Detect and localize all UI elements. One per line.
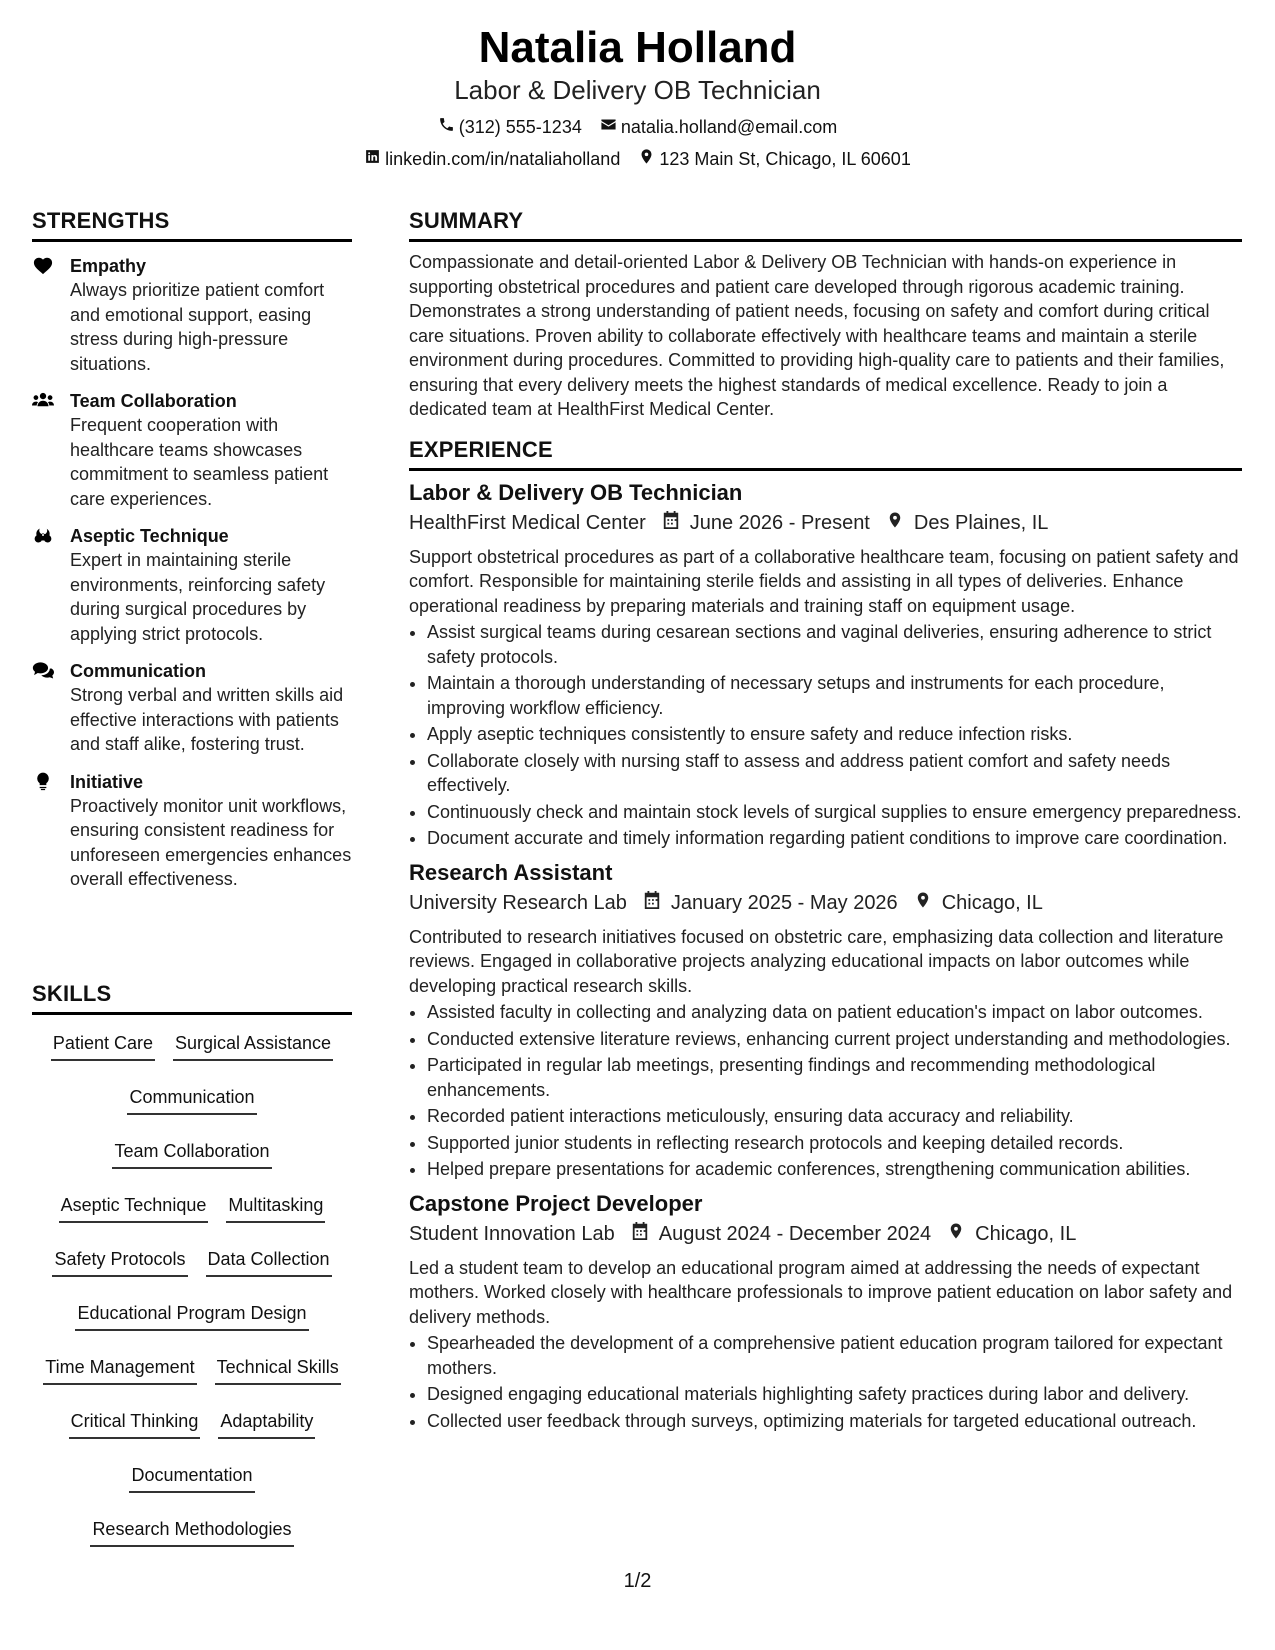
strengths-heading: STRENGTHS <box>32 207 352 242</box>
lightbulb-icon <box>32 771 56 791</box>
job-dates <box>631 1221 931 1248</box>
contact-row-1 <box>0 116 1275 138</box>
linkedin-icon <box>364 148 381 170</box>
strength-desc: Strong verbal and written skills aid effective interactions with patients and staff alike, fostering trust. <box>70 685 344 754</box>
candidate-name: Natalia Holland <box>478 23 797 72</box>
skill-tag: Time Management <box>43 1355 196 1385</box>
strength-desc: Frequent cooperation with healthcare teams showcases commitment to seamless patient care experiences. <box>70 415 329 509</box>
strength-desc: Always prioritize patient comfort and emotional support, easing stress during high-pressure situations. <box>70 280 325 374</box>
resume-header <box>0 22 1275 170</box>
skills-heading: SKILLS <box>32 980 352 1015</box>
job-location <box>947 1221 1076 1248</box>
calendar-icon <box>631 1221 649 1248</box>
job-entry <box>409 859 1242 1182</box>
calendar-icon <box>643 890 661 917</box>
phone-icon <box>438 116 455 138</box>
bullet-item: • Collaborate closely with nursing staff to assess and address patient comfort and safety needs effectively. <box>427 749 1242 798</box>
email-text[interactable]: natalia.holland@email.com <box>620 117 838 137</box>
calendar-icon <box>662 510 680 537</box>
location-text: Chicago, IL <box>941 892 1043 914</box>
job-bullets <box>409 620 1242 851</box>
bullet-item: • Collected user feedback through surveys, optimizing materials for targeted educational outreach. <box>427 1409 1242 1434</box>
address-contact <box>638 148 911 170</box>
strength-item <box>32 254 352 376</box>
experience-heading: EXPERIENCE <box>409 436 1242 471</box>
job-description: Led a student team to develop an educational program aimed at addressing the needs of expectant mothers. Worked closely with healthcare professionals to improve patient education on labor safety and delivery methods. <box>409 1257 1233 1327</box>
strengths-list <box>32 254 352 892</box>
bullet-item: • Assist surgical teams during cesarean sections and vaginal deliveries, ensuring adherence to strict safety protocols. <box>427 620 1242 669</box>
skill-tag: Adaptability <box>218 1409 315 1439</box>
job-bullets <box>409 1331 1242 1433</box>
job-location <box>886 510 1049 537</box>
strength-item <box>32 770 352 892</box>
job-bullets <box>409 1000 1242 1182</box>
biohazard-icon <box>32 525 56 545</box>
skill-tag: Documentation <box>129 1463 254 1493</box>
job-location <box>914 890 1043 917</box>
linkedin-text[interactable]: linkedin.com/in/nataliaholland <box>385 149 621 169</box>
address-text: 123 Main St, Chicago, IL 60601 <box>659 149 911 169</box>
skill-tag: Educational Program Design <box>75 1301 308 1331</box>
strength-title: Team Collaboration <box>70 391 237 411</box>
skill-tag: Multitasking <box>226 1193 325 1223</box>
bullet-item: • Maintain a thorough understanding of necessary setups and instruments for each procedure, improving workflow efficiency. <box>427 671 1242 720</box>
strength-desc: Expert in maintaining sterile environments, reinforcing safety during surgical procedures by applying strict protocols. <box>70 550 326 644</box>
bullet-item: • Assisted faculty in collecting and analyzing data on patient education's impact on labor outcomes. <box>427 1000 1242 1025</box>
strength-item <box>32 659 352 757</box>
dates-text: June 2026 - Present <box>689 512 870 534</box>
skill-tag: Research Methodologies <box>90 1517 293 1547</box>
linkedin-contact[interactable] <box>364 148 620 170</box>
users-icon <box>32 390 56 410</box>
strength-item <box>32 524 352 646</box>
contact-row-2 <box>0 148 1275 170</box>
job-company <box>409 510 646 536</box>
job-meta <box>409 890 1242 917</box>
skill-tag: Aseptic Technique <box>59 1193 209 1223</box>
phone-text: (312) 555-1234 <box>458 117 582 137</box>
skill-tag: Surgical Assistance <box>173 1031 333 1061</box>
location-text: Chicago, IL <box>975 1223 1077 1245</box>
bullet-item: • Supported junior students in reflecting research protocols and keeping detailed records. <box>427 1131 1242 1156</box>
job-title: Capstone Project Developer <box>409 1190 703 1216</box>
strength-title: Aseptic Technique <box>70 526 229 546</box>
phone-contact <box>438 116 582 138</box>
bullet-item: • Helped prepare presentations for academic conferences, strengthening communication abilities. <box>427 1157 1242 1182</box>
comments-icon <box>32 660 56 680</box>
job-description: Contributed to research initiatives focused on obstetric care, emphasizing data collection and literature reviews. Engaged in collaborative projects analyzing educational impacts on labor outcomes while developing practical research skills. <box>409 926 1224 996</box>
envelope-icon <box>600 116 617 138</box>
job-title: Labor & Delivery OB Technician <box>409 479 743 505</box>
bullet-item: • Conducted extensive literature reviews, enhancing current project understanding and methodologies. <box>427 1027 1242 1052</box>
company-name: HealthFirst Medical Center <box>409 512 646 534</box>
skill-tag: Critical Thinking <box>69 1409 201 1439</box>
summary-heading: SUMMARY <box>409 207 1242 242</box>
dates-text: January 2025 - May 2026 <box>670 892 898 914</box>
strength-desc: Proactively monitor unit workflows, ensuring consistent readiness for unforeseen emergencies enhances overall effectiveness. <box>70 795 352 889</box>
job-dates <box>662 510 870 537</box>
skill-tag: Safety Protocols <box>52 1247 187 1277</box>
map-pin-icon <box>914 890 932 917</box>
email-contact[interactable] <box>600 116 837 138</box>
skill-tag: Communication <box>127 1085 256 1115</box>
bullet-item: • Spearheaded the development of a comprehensive patient education program tailored for expectant mothers. <box>427 1331 1242 1380</box>
skill-tag: Data Collection <box>206 1247 332 1277</box>
map-pin-icon <box>886 510 904 537</box>
strength-title: Initiative <box>70 771 144 792</box>
skills-section <box>32 980 352 1547</box>
bullet-item: • Designed engaging educational materials highlighting safety practices during labor and delivery. <box>427 1382 1242 1407</box>
left-column <box>32 207 352 905</box>
bullet-item: • Document accurate and timely information regarding patient conditions to improve care coordination. <box>427 826 1242 851</box>
strength-title: Empathy <box>70 256 147 276</box>
bullet-item: • Continuously check and maintain stock levels of surgical supplies to ensure emergency preparedness. <box>427 800 1242 825</box>
bullet-item: • Recorded patient interactions meticulously, ensuring data accuracy and reliability. <box>427 1104 1242 1129</box>
bullet-item: • Participated in regular lab meetings, presenting findings and recommending methodological enhancements. <box>427 1053 1242 1102</box>
job-dates <box>643 890 898 917</box>
skill-tag: Team Collaboration <box>112 1139 271 1169</box>
skill-tag: Patient Care <box>51 1031 155 1061</box>
job-company <box>409 890 627 916</box>
right-column <box>409 207 1242 1435</box>
company-name: University Research Lab <box>409 892 627 914</box>
job-meta <box>409 510 1242 537</box>
company-name: Student Innovation Lab <box>409 1223 615 1245</box>
strength-title: Communication <box>70 661 207 681</box>
skill-tag: Technical Skills <box>215 1355 341 1385</box>
job-entry <box>409 479 1242 851</box>
summary-text: Compassionate and detail-oriented Labor & Delivery OB Technician with hands-on experience in supporting obstetrical procedures and patient care developed through rigorous academic training. Demonstrates a strong understanding of patient needs, focusing on safety and comfort during critical care situations. Proven ability to collaborate effectively with healthcare teams and maintain a sterile environment during procedures. Committed to providing high-quality care to patients and their families, ensuring that every delivery meets the highest standards of medical excellence. Ready to join a dedicated team at HealthFirst Medical Center. <box>409 252 1225 419</box>
job-title: Research Assistant <box>409 859 613 885</box>
map-pin-icon <box>638 148 655 170</box>
skills-list <box>32 1031 352 1547</box>
strength-item <box>32 389 352 511</box>
page-number: 1/2 <box>623 1570 652 1592</box>
job-description: Support obstetrical procedures as part of a collaborative healthcare team, focusing on patient safety and comfort. Responsible for maintaining sterile fields and assisting in all types of deliveries. Enhance operational readiness by preparing materials and training staff on equipment usage. <box>409 546 1239 616</box>
location-text: Des Plaines, IL <box>913 512 1049 534</box>
job-meta <box>409 1221 1242 1248</box>
map-pin-icon <box>947 1221 965 1248</box>
bullet-item: • Apply aseptic techniques consistently to ensure safety and reduce infection risks. <box>427 722 1242 747</box>
dates-text: August 2024 - December 2024 <box>658 1223 932 1245</box>
job-entry <box>409 1190 1242 1434</box>
heart-icon <box>32 255 56 275</box>
candidate-title: Labor & Delivery OB Technician <box>454 75 821 105</box>
job-company <box>409 1221 615 1247</box>
